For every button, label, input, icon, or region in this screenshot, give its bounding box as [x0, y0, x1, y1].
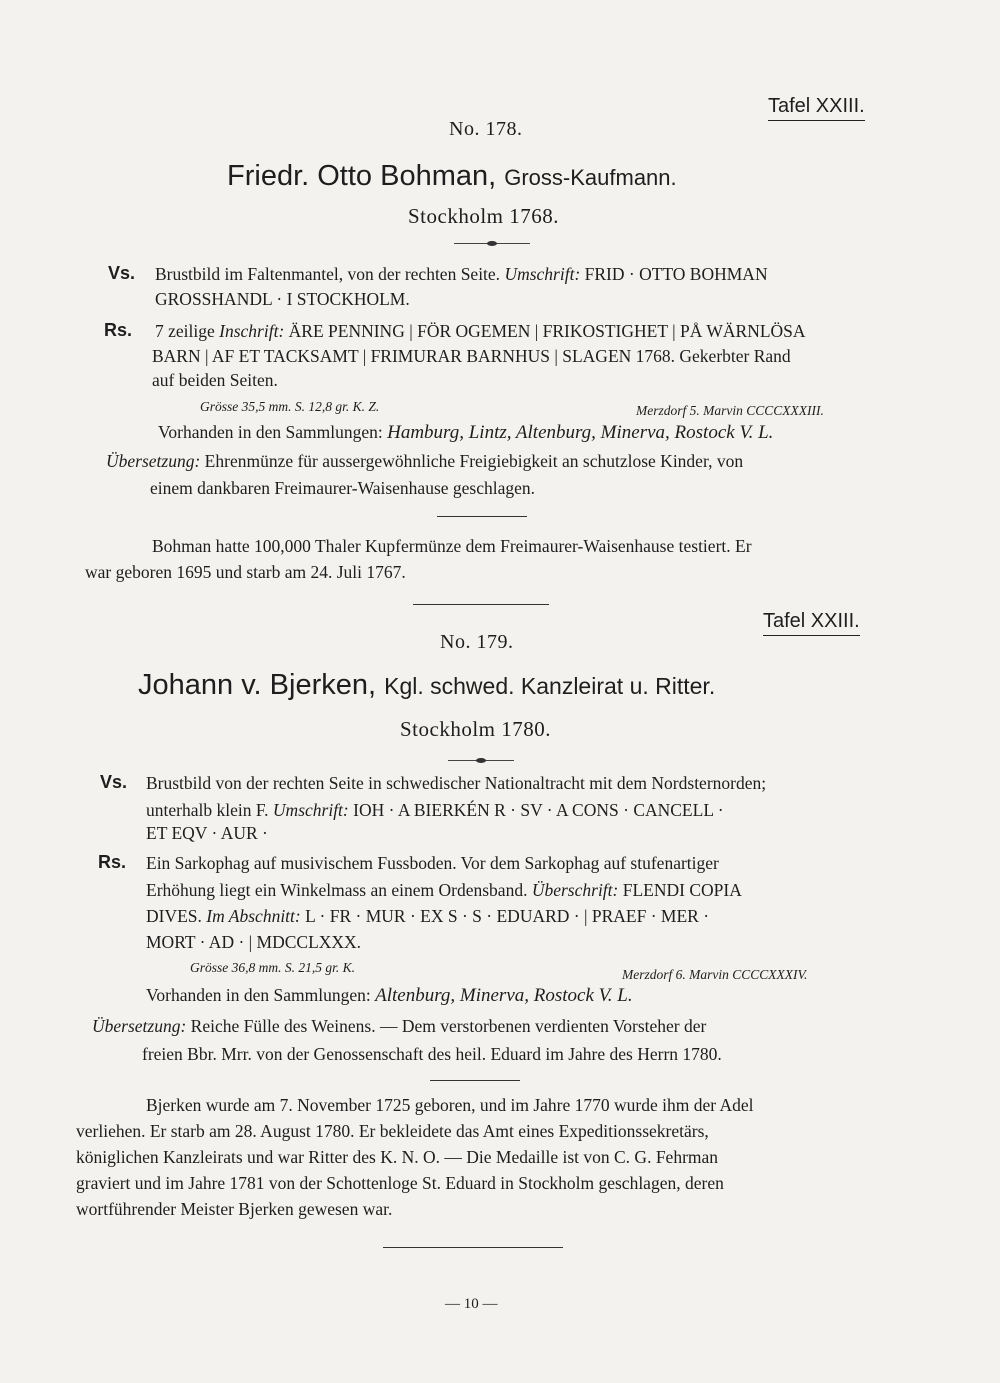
obverse-description: Brustbild im Faltenmantel, von der rechten Seite.: [155, 264, 501, 284]
medal-size-info: Grösse 36,8 mm. S. 21,5 gr. K.: [190, 960, 356, 975]
obverse-text-line: Brustbild von der rechten Seite in schwedischer Nationaltracht mit dem Nordsternorden;: [146, 773, 767, 793]
exergue-text: L · FR · MUR · EX S · S · EDUARD · | PRAEF · MER ·: [305, 906, 710, 926]
note-line: wortführender Meister Bjerken gewesen war.: [76, 1199, 393, 1219]
obverse-text-line: [146, 800, 724, 821]
reverse-text-line: Ein Sarkophag auf musivischem Fussboden. Vor dem Sarkophag auf stufenartiger: [146, 853, 719, 873]
translation-label: Übersetzung:: [106, 451, 201, 471]
reverse-text-line: MORT · AD · | MDCCLXXX.: [146, 932, 362, 952]
translation-line: [106, 451, 743, 472]
section-divider: [437, 516, 527, 517]
collections-label: Vorhanden in den Sammlungen:: [146, 985, 371, 1005]
obverse-text-line: [155, 264, 768, 285]
reverse-text-line: auf beiden Seiten.: [152, 370, 278, 390]
person-title: Gross-Kaufmann.: [504, 165, 677, 190]
plate-reference: Tafel XXIII.: [768, 95, 865, 121]
entry-heading: [227, 160, 677, 193]
collections-list: Hamburg, Lintz, Altenburg, Minerva, Rostock V. L.: [387, 422, 774, 443]
entry-number: No. 178.: [449, 118, 523, 140]
section-divider: [430, 1080, 520, 1081]
translation-line: einem dankbaren Freimaurer-Waisenhause geschlagen.: [150, 478, 536, 498]
reverse-text-line: [146, 906, 709, 927]
reverse-text-line: [155, 321, 806, 342]
collections-line: [158, 422, 773, 444]
reverse-description: Erhöhung liegt ein Winkelmass an einem Ordensband.: [146, 880, 528, 900]
note-line: Bohman hatte 100,000 Thaler Kupfermünze dem Freimaurer-Waisenhause testiert. Er: [152, 536, 752, 556]
obverse-text-line: GROSSHANDL · I STOCKHOLM.: [155, 289, 410, 309]
person-name: Friedr. Otto Bohman,: [227, 160, 497, 192]
entry-separator: [383, 1247, 563, 1248]
entry-heading: [138, 669, 715, 702]
place-date: Stockholm 1780.: [400, 717, 552, 741]
reverse-label: Rs.: [98, 852, 127, 872]
medal-size-info: Grösse 35,5 mm. S. 12,8 gr. K. Z.: [200, 399, 380, 414]
exergue-label: Im Abschnitt:: [206, 906, 301, 926]
entry-number: No. 179.: [440, 631, 514, 653]
inscription-label: Umschrift:: [272, 800, 349, 820]
inscription-text: ÄRE PENNING | FÖR OGEMEN | FRIKOSTIGHET | PÅ WÄRNLÖSA: [288, 321, 806, 341]
reverse-description: DIVES.: [146, 906, 202, 926]
collections-label: Vorhanden in den Sammlungen:: [158, 422, 383, 442]
plate-reference: Tafel XXIII.: [763, 610, 860, 636]
obverse-description: unterhalb klein F.: [146, 800, 269, 820]
reverse-text-line: BARN | AF ET TACKSAMT | FRIMURAR BARNHUS | SLAGEN 1768. Gekerbter Rand: [152, 346, 791, 366]
inscription-text: IOH · A BIERKÉN R · SV · A CONS · CANCELL ·: [353, 800, 724, 820]
translation-text: Reiche Fülle des Weinens. — Dem verstorbenen verdienten Vorsteher der: [190, 1016, 707, 1036]
ornament-divider: [448, 760, 514, 761]
inscription-label: Umschrift:: [504, 264, 581, 284]
inscription-text: FLENDI COPIA: [622, 880, 742, 900]
note-line: graviert und im Jahre 1781 von der Schottenloge St. Eduard in Stockholm geschlagen, deren: [76, 1173, 724, 1193]
translation-text: Ehrenmünze für aussergewöhnliche Freigiebigkeit an schutzlose Kinder, von: [204, 451, 744, 471]
reverse-text-line: [146, 880, 742, 901]
obverse-label: Vs.: [108, 263, 136, 283]
page-number: — 10 —: [445, 1296, 498, 1312]
note-line: war geboren 1695 und starb am 24. Juli 1767.: [85, 562, 406, 582]
translation-line: freien Bbr. Mrr. von der Genossenschaft des heil. Eduard im Jahre des Herrn 1780.: [142, 1044, 722, 1064]
note-line: Bjerken wurde am 7. November 1725 geboren, und im Jahre 1770 wurde ihm der Adel: [146, 1095, 754, 1115]
translation-label: Übersetzung:: [92, 1016, 187, 1036]
collections-list: Altenburg, Minerva, Rostock V. L.: [375, 985, 633, 1006]
obverse-text-line: ET EQV · AUR ·: [146, 823, 268, 843]
person-title: Kgl. schwed. Kanzleirat u. Ritter.: [384, 673, 716, 699]
translation-line: [92, 1016, 706, 1037]
place-date: Stockholm 1768.: [408, 204, 560, 228]
ornament-divider: [454, 243, 530, 244]
note-line: verliehen. Er starb am 28. August 1780. Er bekleidete das Amt eines Expeditionssekretärs,: [76, 1121, 709, 1141]
reverse-description: 7 zeilige: [155, 321, 215, 341]
note-line: königlichen Kanzleirats und war Ritter des K. N. O. — Die Medaille ist von C. G. Fehrman: [76, 1147, 719, 1167]
inscription-label: Inschrift:: [219, 321, 285, 341]
entry-separator: [413, 604, 549, 605]
obverse-label: Vs.: [100, 772, 128, 792]
reverse-label: Rs.: [104, 320, 133, 340]
person-name: Johann v. Bjerken,: [138, 669, 377, 701]
inscription-label: Überschrift:: [531, 880, 619, 900]
references: Merzdorf 5. Marvin CCCCXXXIII.: [636, 403, 824, 418]
references: Merzdorf 6. Marvin CCCCXXXIV.: [622, 967, 808, 982]
inscription-text: FRID · OTTO BOHMAN: [584, 264, 768, 284]
collections-line: [146, 985, 633, 1007]
